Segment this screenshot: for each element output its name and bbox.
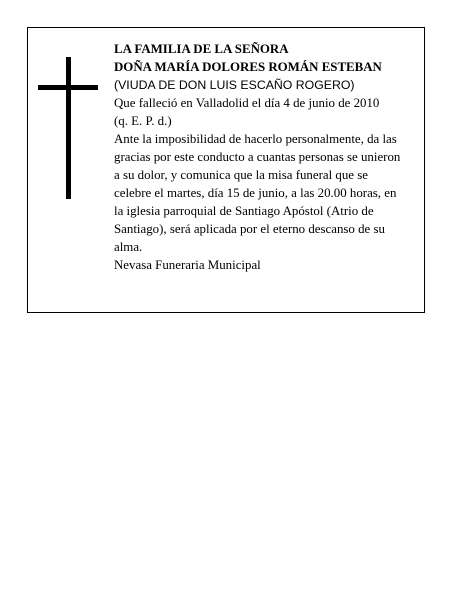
heading-line-name: DOÑA MARÍA DOLORES ROMÁN ESTEBAN [114,60,382,74]
notice-text [114,40,420,274]
rip-line: (q. E. P. d.) [114,114,172,128]
body-line: la iglesia parroquial de Santiago Apóstol (Atrio de [114,204,374,218]
body-line: alma. [114,240,143,254]
cross-horizontal-bar [38,85,98,90]
signature: Nevasa Funeraria Municipal [114,258,261,272]
body-line: Ante la imposibilidad de hacerlo personalmente, da las [114,132,397,146]
body-line: gracias por este conducto a cuantas personas se unieron [114,150,401,164]
widow-line: (VIUDA DE DON LUIS ESCAÑO ROGERO) [114,78,355,92]
body-line: celebre el martes, día 15 de junio, a las 20.00 horas, en [114,186,397,200]
body-line: a su dolor, y comunica que la misa funeral que se [114,168,368,182]
heading-line-family: LA FAMILIA DE LA SEÑORA [114,42,289,56]
death-line: Que falleció en Valladolid el día 4 de junio de 2010 [114,96,380,110]
obituary-notice [27,27,425,313]
body-line: Santiago), será aplicada por el eterno descanso de su [114,222,385,236]
cross-vertical-bar [66,57,71,199]
